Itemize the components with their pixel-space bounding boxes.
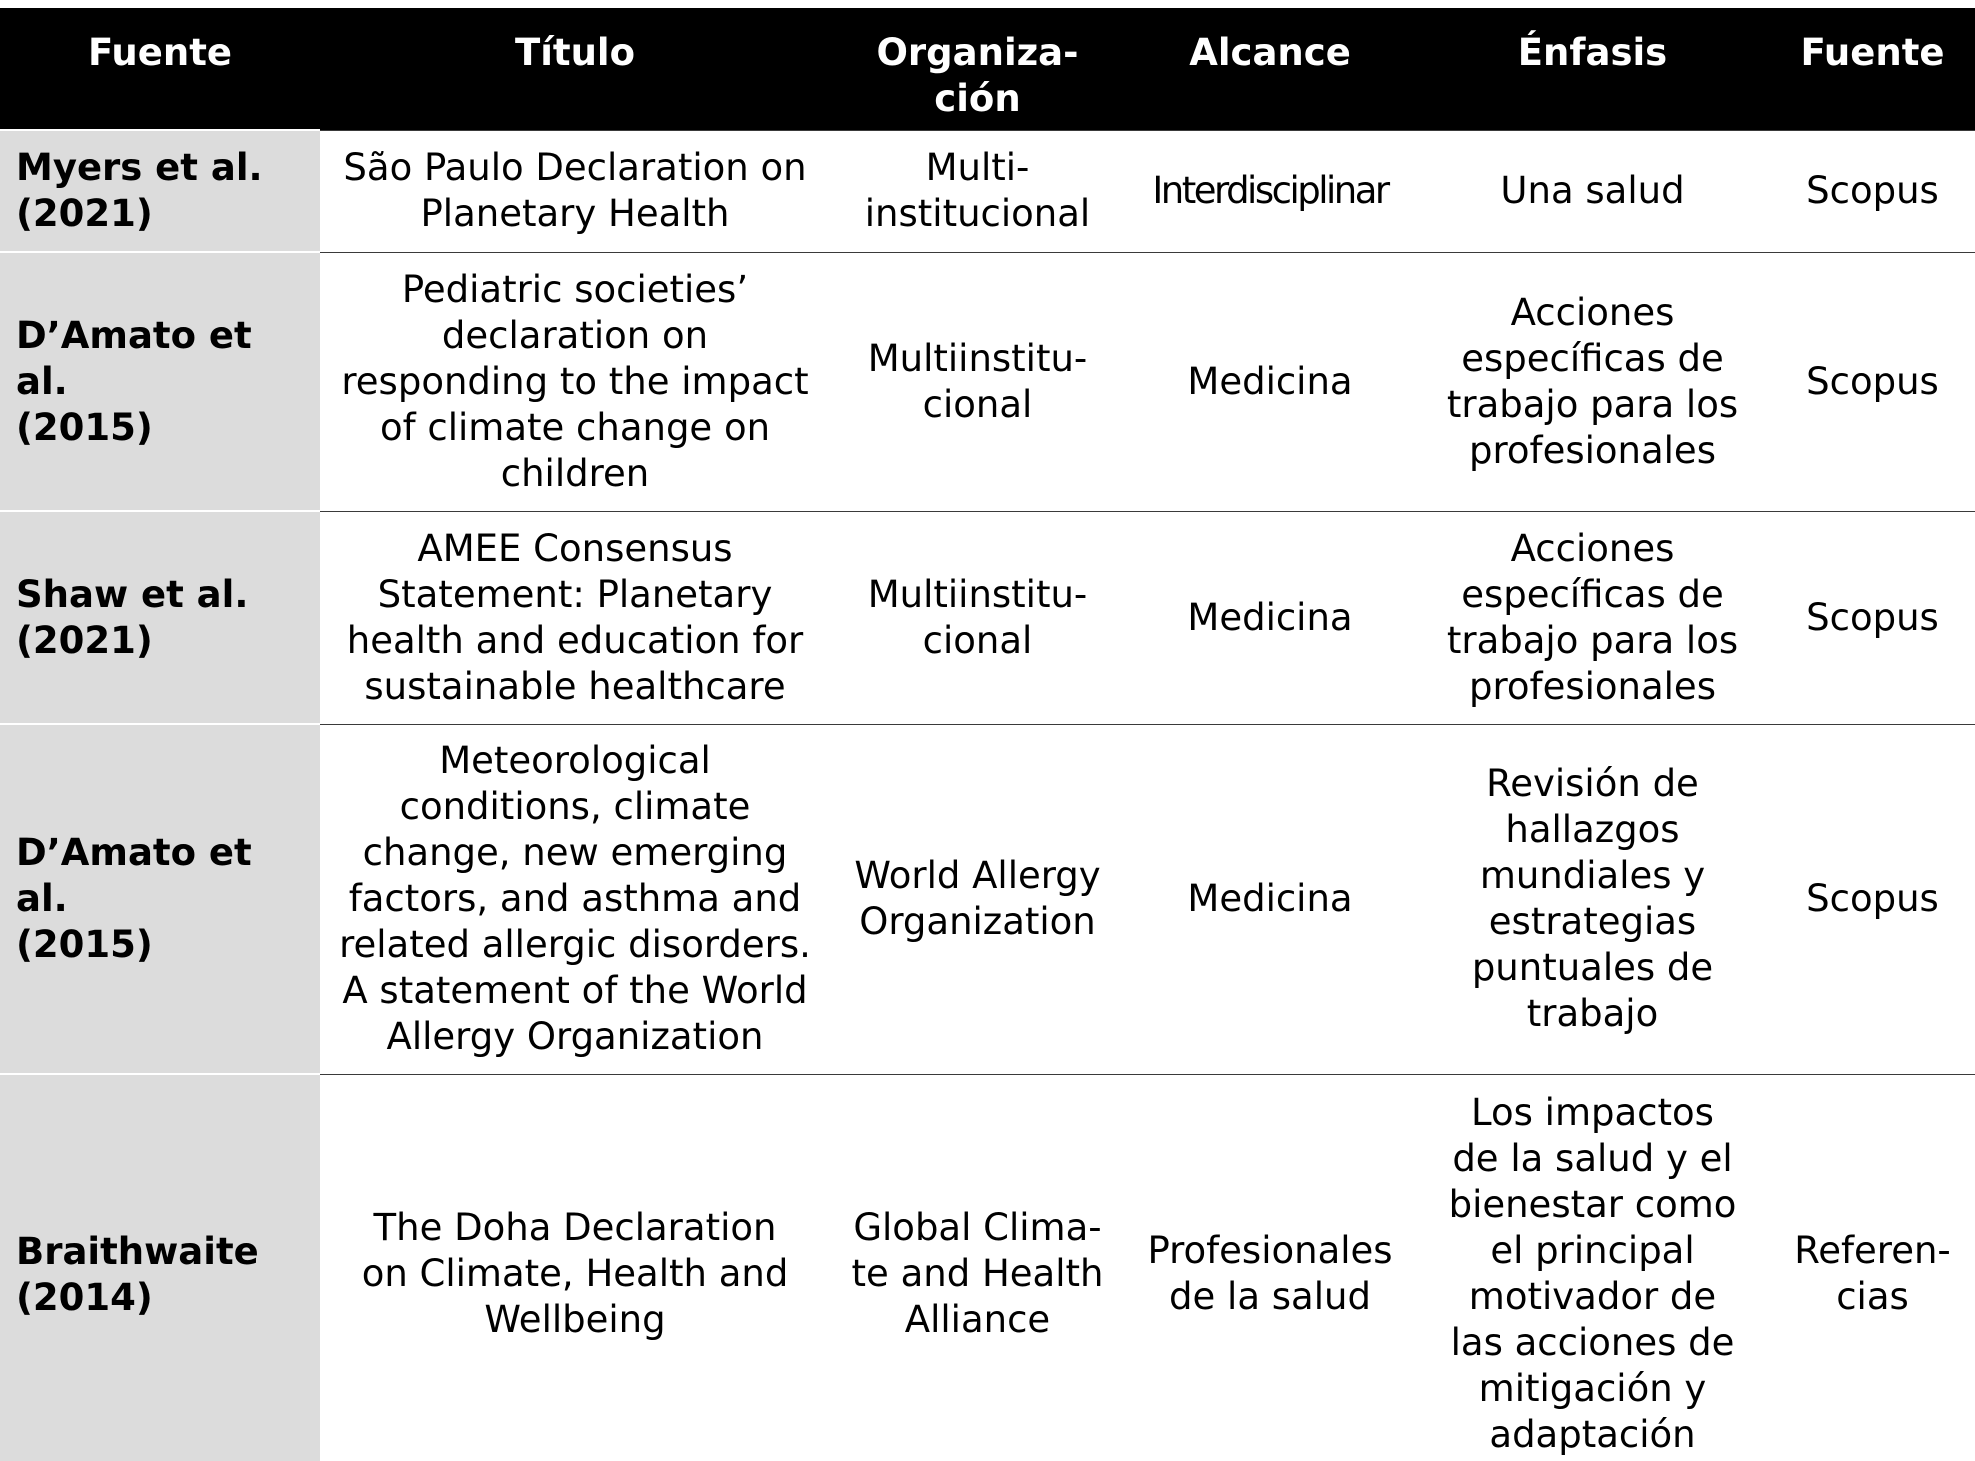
cell-alcance: Profesionales de la salud [1125,1074,1415,1461]
table-row [0,130,1975,252]
header-base-datos: Fuente [1770,8,1975,130]
literature-table [0,8,1975,1461]
header-enfasis: Énfasis [1415,8,1770,130]
cell-organizacion: Multiinstitu- cional [830,511,1125,724]
cell-fuente: Braithwaite (2014) [0,1074,320,1461]
header-organizacion: Organiza- ción [830,8,1125,130]
cell-titulo: The Doha Declaration on Climate, Health and Wellbeing [320,1074,830,1461]
cell-fuente: Myers et al. (2021) [0,130,320,252]
table-row [0,724,1975,1074]
cell-titulo: Meteorological conditions, climate change, new emerging factors, and asthma and related allergic disorders. A statement of the World Allergy Organization [320,724,830,1074]
cell-titulo: AMEE Consensus Statement: Planetary health and education for sustainable healthcare [320,511,830,724]
document-page [0,8,1975,1461]
cell-organizacion: World Allergy Organization [830,724,1125,1074]
cell-organizacion: Multi- institucional [830,130,1125,252]
table-body [0,130,1975,1461]
cell-enfasis: Acciones específicas de trabajo para los profesionales [1415,252,1770,511]
cell-titulo: Pediatric societies’ declaration on responding to the impact of climate change on children [320,252,830,511]
table-row [0,511,1975,724]
cell-enfasis: Acciones específicas de trabajo para los profesionales [1415,511,1770,724]
cell-alcance: Interdisciplinar [1125,130,1415,252]
cell-base-datos: Scopus [1770,511,1975,724]
cell-base-datos: Scopus [1770,724,1975,1074]
header-row [0,8,1975,130]
cell-fuente: D’Amato et al. (2015) [0,252,320,511]
cell-organizacion: Global Clima- te and Health Alliance [830,1074,1125,1461]
header-alcance: Alcance [1125,8,1415,130]
cell-organizacion: Multiinstitu- cional [830,252,1125,511]
header-fuente: Fuente [0,8,320,130]
cell-base-datos: Referen- cias [1770,1074,1975,1461]
cell-base-datos: Scopus [1770,252,1975,511]
table-header [0,8,1975,130]
table-row [0,1074,1975,1461]
cell-fuente: Shaw et al. (2021) [0,511,320,724]
cell-fuente: D’Amato et al. (2015) [0,724,320,1074]
table-row [0,252,1975,511]
header-titulo: Título [320,8,830,130]
cell-enfasis: Revisión de hallazgos mundiales y estrategias puntuales de trabajo [1415,724,1770,1074]
cell-alcance: Medicina [1125,252,1415,511]
cell-alcance: Medicina [1125,724,1415,1074]
cell-enfasis: Una salud [1415,130,1770,252]
cell-alcance: Medicina [1125,511,1415,724]
cell-enfasis: Los impactos de la salud y el bienestar como el principal motivador de las acciones de mitigación y adaptación [1415,1074,1770,1461]
cell-base-datos: Scopus [1770,130,1975,252]
cell-titulo: São Paulo Declaration on Planetary Health [320,130,830,252]
